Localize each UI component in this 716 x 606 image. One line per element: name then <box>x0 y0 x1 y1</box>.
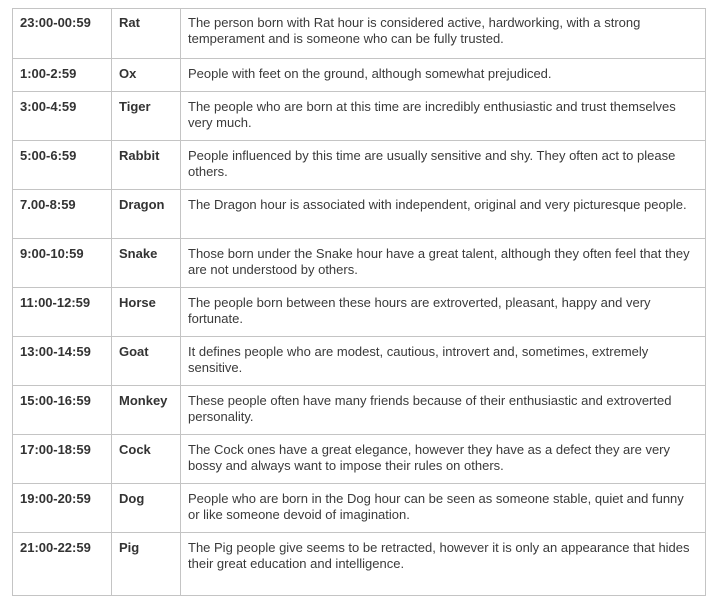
hour-range-cell: 19:00-20:59 <box>13 484 112 533</box>
animal-cell: Rat <box>112 9 181 59</box>
table-row <box>13 190 706 239</box>
description-cell: People with feet on the ground, although somewhat prejudiced. <box>181 59 706 92</box>
hour-range-cell: 15:00-16:59 <box>13 386 112 435</box>
table-row <box>13 59 706 92</box>
description-cell: The Cock ones have a great elegance, however they have as a defect they are very bossy and always want to impose their rules on others. <box>181 435 706 484</box>
description-cell: It defines people who are modest, cautious, introvert and, sometimes, extremely sensitive. <box>181 337 706 386</box>
animal-cell: Pig <box>112 533 181 596</box>
hour-range-cell: 17:00-18:59 <box>13 435 112 484</box>
table-row <box>13 386 706 435</box>
table-row <box>13 9 706 59</box>
animal-cell: Monkey <box>112 386 181 435</box>
description-cell: Those born under the Snake hour have a great talent, although they often feel that they are not understood by others. <box>181 239 706 288</box>
animal-cell: Dog <box>112 484 181 533</box>
hour-range-cell: 11:00-12:59 <box>13 288 112 337</box>
description-cell: People who are born in the Dog hour can be seen as someone stable, quiet and funny or like someone devoid of imagination. <box>181 484 706 533</box>
animal-cell: Ox <box>112 59 181 92</box>
animal-cell: Rabbit <box>112 141 181 190</box>
description-cell: The people born between these hours are extroverted, pleasant, happy and very fortunate. <box>181 288 706 337</box>
table-row <box>13 92 706 141</box>
description-cell: The person born with Rat hour is considered active, hardworking, with a strong temperament and is someone who can be fully trusted. <box>181 9 706 59</box>
hour-range-cell: 3:00-4:59 <box>13 92 112 141</box>
hour-range-cell: 21:00-22:59 <box>13 533 112 596</box>
hour-range-cell: 1:00-2:59 <box>13 59 112 92</box>
table-row <box>13 533 706 596</box>
description-cell: People influenced by this time are usually sensitive and shy. They often act to please others. <box>181 141 706 190</box>
table-row <box>13 435 706 484</box>
description-cell: The people who are born at this time are incredibly enthusiastic and trust themselves very much. <box>181 92 706 141</box>
animal-cell: Tiger <box>112 92 181 141</box>
table-row <box>13 484 706 533</box>
description-cell: These people often have many friends because of their enthusiastic and extroverted personality. <box>181 386 706 435</box>
zodiac-hours-table <box>12 8 706 596</box>
hour-range-cell: 5:00-6:59 <box>13 141 112 190</box>
animal-cell: Horse <box>112 288 181 337</box>
animal-cell: Goat <box>112 337 181 386</box>
table-row <box>13 337 706 386</box>
hour-range-cell: 13:00-14:59 <box>13 337 112 386</box>
animal-cell: Cock <box>112 435 181 484</box>
animal-cell: Snake <box>112 239 181 288</box>
hour-range-cell: 7.00-8:59 <box>13 190 112 239</box>
animal-cell: Dragon <box>112 190 181 239</box>
hour-range-cell: 23:00-00:59 <box>13 9 112 59</box>
table-row <box>13 141 706 190</box>
table-row <box>13 239 706 288</box>
table-body <box>13 9 706 596</box>
table-row <box>13 288 706 337</box>
description-cell: The Pig people give seems to be retracted, however it is only an appearance that hides their great education and intelligence. <box>181 533 706 596</box>
hour-range-cell: 9:00-10:59 <box>13 239 112 288</box>
description-cell: The Dragon hour is associated with independent, original and very picturesque people. <box>181 190 706 239</box>
